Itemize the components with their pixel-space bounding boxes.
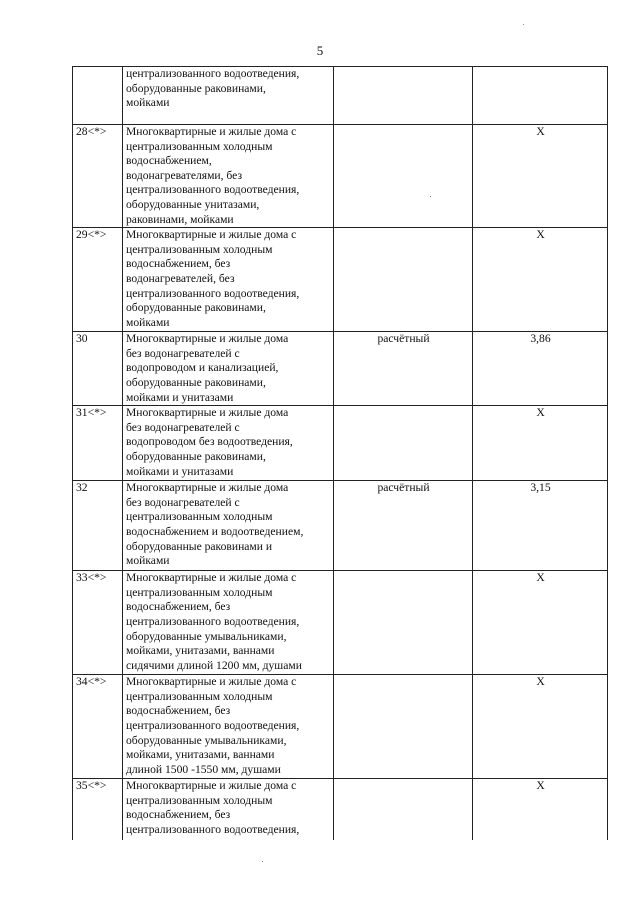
description-line: водонагревателей, без [126,271,235,285]
description-line: централизованного водоотведения, [126,822,300,836]
norm-value-cell [473,67,608,125]
method-cell [334,571,473,675]
row-number-cell: 29<*> [73,228,123,332]
description-line: оборудованные раковинами, [126,375,266,389]
description-cell [123,481,334,571]
description-line: централизованным холодным [126,510,273,524]
description-line: оборудованные раковинами, [126,301,266,315]
description-line: оборудованные унитазами, [126,197,260,211]
table-row [73,779,608,840]
row-number-cell: 35<*> [73,779,123,840]
description-line: централизованного водоотведения, [126,183,300,197]
description-line: Многоквартирные и жилые дома с [126,675,297,689]
row-number-cell: 34<*> [73,675,123,779]
description-cell [123,779,334,840]
description-line: водопроводом и канализацией, [126,361,279,375]
description-line: длиной 1500 -1550 мм, душами [126,762,281,776]
description-line: централизованного водоотведения, [126,67,300,80]
table-row [73,228,608,332]
norm-value-cell: 3,15 [473,481,608,571]
description-cell [123,332,334,406]
norm-value-cell: Х [473,571,608,675]
norm-value-cell: Х [473,779,608,840]
description-line: централизованным холодным [126,242,273,256]
table-row [73,675,608,779]
description-cell [123,125,334,228]
description-line: оборудованные раковинами и [126,539,273,553]
row-number-cell: 30 [73,332,123,406]
norm-value-cell: Х [473,125,608,228]
table-body [73,67,608,840]
scan-speck [430,196,431,197]
description-line: мойками и унитазами [126,390,234,404]
table-row [73,125,608,228]
method-cell [334,675,473,779]
description-line: раковинами, мойками [126,212,234,226]
norm-value-cell: Х [473,675,608,779]
description-line: оборудованные раковинами, [126,449,266,463]
description-line: водопроводом без водоотведения, [126,435,293,449]
description-line: водоснабжением и водоотведением, [126,524,304,538]
description-line: Многоквартирные и жилые дома [126,406,289,420]
description-line: централизованного водоотведения, [126,286,300,300]
description-line: централизованным холодным [126,689,273,703]
scan-speck [523,24,524,25]
method-cell [334,406,473,481]
description-line: водоснабжением, без [126,600,231,614]
description-line: Многоквартирные и жилые дома с [126,228,297,242]
description-line: мойками и унитазами [126,464,234,478]
description-cell [123,675,334,779]
description-line: водонагревателями, без [126,168,243,182]
description-line: мойками, унитазами, ваннами [126,644,275,658]
table-row [73,332,608,406]
norm-value-cell: 3,86 [473,332,608,406]
row-number-cell: 33<*> [73,571,123,675]
description-cell [123,406,334,481]
description-line: оборудованные раковинами, [126,81,266,95]
method-cell [334,228,473,332]
description-line: оборудованные умывальниками, [126,629,287,643]
description-line: водоснабжением, [126,154,212,168]
description-line: сидячими длиной 1200 мм, душами [126,658,302,672]
description-line: без водонагревателей с [126,495,240,509]
row-number-cell: 31<*> [73,406,123,481]
method-cell: расчётный [334,332,473,406]
norm-value-cell: Х [473,228,608,332]
table-row [73,571,608,675]
method-cell [334,779,473,840]
description-line: Многоквартирные и жилые дома [126,481,289,495]
description-line: водоснабжением, без [126,257,231,271]
description-line: мойками [126,315,170,329]
row-number-cell: 28<*> [73,125,123,228]
table-row [73,67,608,125]
description-line: мойками [126,96,170,110]
row-number-cell: 32 [73,481,123,571]
page-number: 5 [316,43,324,58]
description-line: централизованным холодным [126,139,273,153]
description-line: централизованным холодным [126,793,273,807]
description-line: водоснабжением, без [126,704,231,718]
table-row [73,406,608,481]
consumption-norms-table [72,66,608,840]
description-line: без водонагревателей с [126,420,240,434]
table-row [73,481,608,571]
description-line: Многоквартирные и жилые дома с [126,779,297,793]
description-line: централизованным холодным [126,585,273,599]
scan-speck [262,861,263,862]
description-line: Многоквартирные и жилые дома [126,332,289,346]
description-line: мойками, унитазами, ваннами [126,748,275,762]
description-line: мойками [126,554,170,568]
description-cell [123,228,334,332]
description-cell [123,67,334,125]
description-line: водоснабжением, без [126,808,231,822]
description-line: Многоквартирные и жилые дома с [126,571,297,585]
description-line: оборудованные умывальниками, [126,733,287,747]
description-line: централизованного водоотведения, [126,718,300,732]
method-cell: расчётный [334,481,473,571]
description-line: Многоквартирные и жилые дома с [126,125,297,138]
description-line: централизованного водоотведения, [126,614,300,628]
method-cell [334,125,473,228]
norm-value-cell: Х [473,406,608,481]
description-line: без водонагревателей с [126,346,240,360]
row-number-cell [73,67,123,125]
method-cell [334,67,473,125]
description-cell [123,571,334,675]
